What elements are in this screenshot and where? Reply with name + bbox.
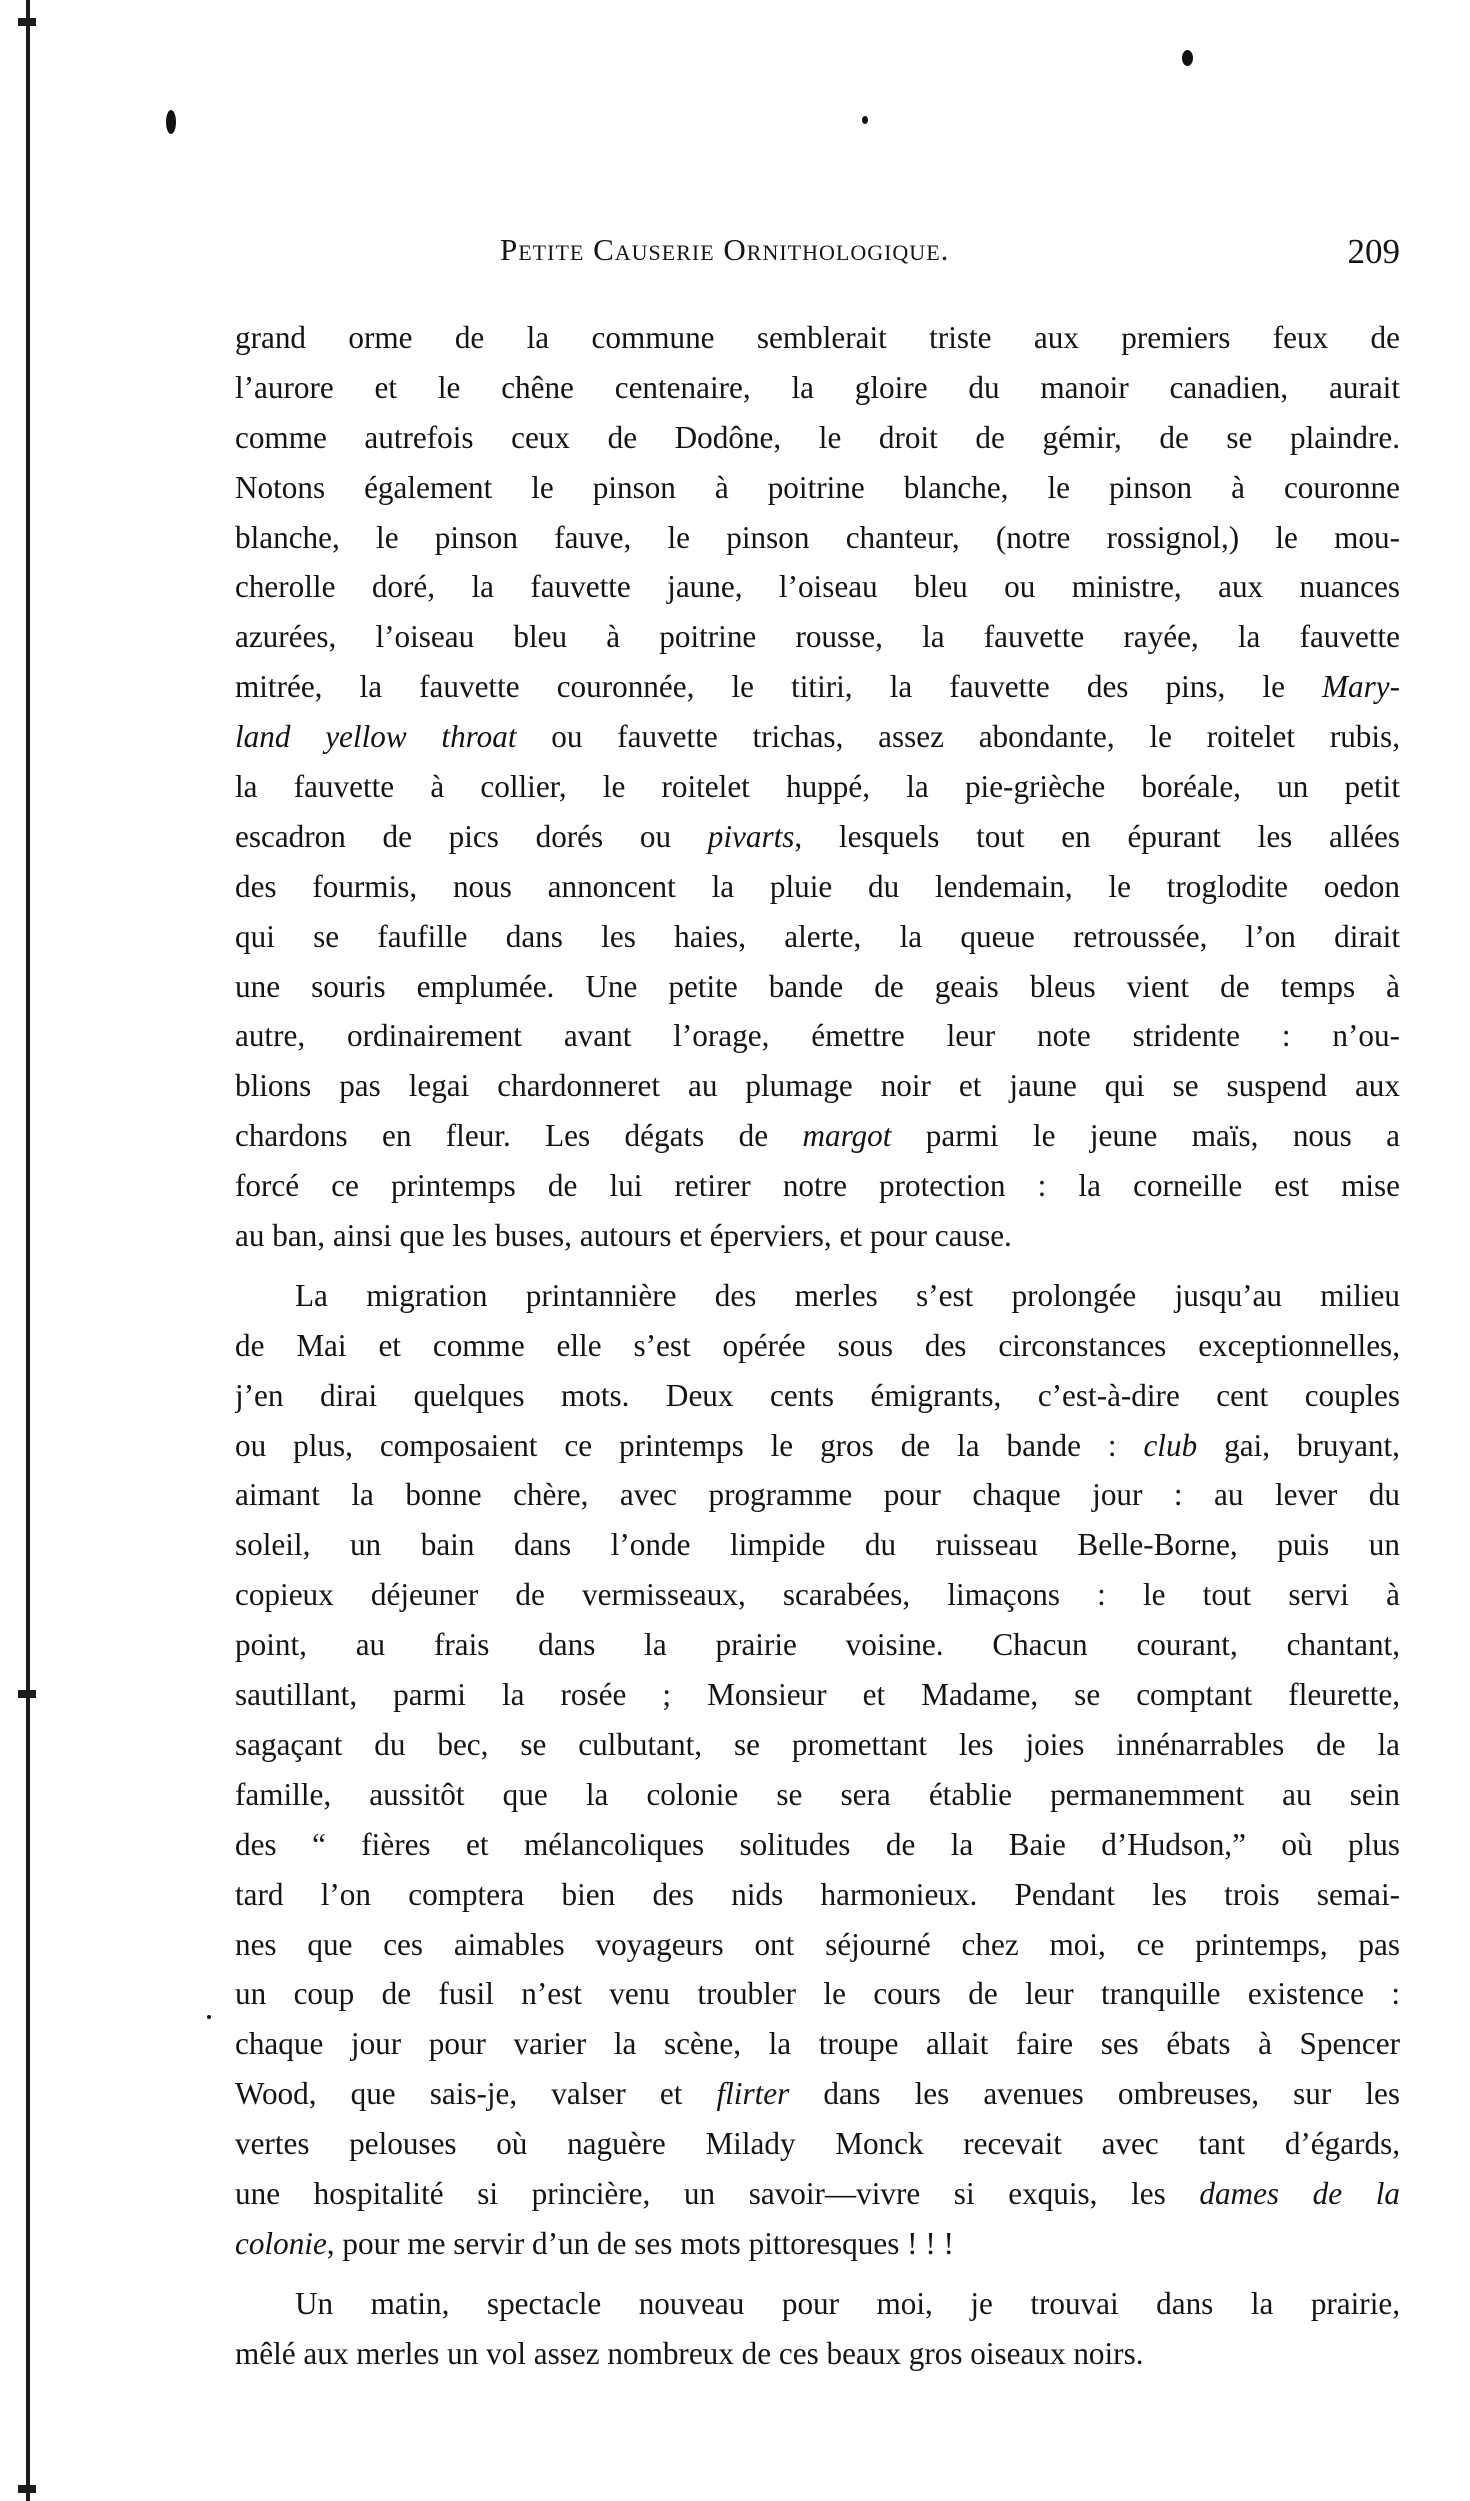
text-line: cherolle doré, la fauvette jaune, l’oiseau bleu ou ministre, aux nuances xyxy=(235,569,1400,605)
text-line: qui se faufille dans les haies, alerte, la queue retroussée, l’on dirait xyxy=(235,918,1400,954)
text-line: blanche, le pinson fauve, le pinson chanteur, (notre rossignol,) le mou- xyxy=(235,519,1400,555)
ink-speck xyxy=(1182,50,1193,66)
text-line: escadron de pics dorés ou pivarts, lesquels tout en épurant les allées xyxy=(235,818,1400,854)
text-line: La migration printannière des merles s’est prolongée jusqu’au milieu xyxy=(295,1277,1400,1313)
page-edge-mark xyxy=(18,1690,36,1698)
ink-speck xyxy=(166,110,176,134)
text-line: autre, ordinairement avant l’orage, émettre leur note stridente : n’ou- xyxy=(235,1018,1400,1054)
text-line: des “ fières et mélancoliques solitudes de la Baie d’Hudson,” où plus xyxy=(235,1826,1400,1862)
text-line: chardons en fleur. Les dégats de margot parmi le jeune maïs, nous a xyxy=(235,1118,1400,1154)
text-line: mitrée, la fauvette couronnée, le titiri, la fauvette des pins, le Mary- xyxy=(235,669,1400,705)
body-text xyxy=(235,313,1400,2379)
page-number: 209 xyxy=(1347,232,1400,271)
text-line: Un matin, spectacle nouveau pour moi, je trouvai dans la prairie, xyxy=(295,2285,1400,2321)
text-line: Notons également le pinson à poitrine blanche, le pinson à couronne xyxy=(235,469,1400,505)
text-line: tard l’on comptera bien des nids harmonieux. Pendant les trois semai- xyxy=(235,1876,1400,1912)
text-line: colonie, pour me servir d’un de ses mots pittoresques ! ! ! xyxy=(235,2225,954,2261)
running-header xyxy=(235,232,1400,282)
text-line: mêlé aux merles un vol assez nombreux de ces beaux gros oiseaux noirs. xyxy=(235,2335,1144,2371)
text-line: Wood, que sais-je, valser et flirter dans les avenues ombreuses, sur les xyxy=(235,2076,1400,2112)
page-edge-mark xyxy=(18,2485,36,2493)
text-line: sautillant, parmi la rosée ; Monsieur et Madame, se comptant fleurette, xyxy=(235,1677,1400,1713)
text-line: la fauvette à collier, le roitelet huppé, la pie-grièche boréale, un petit xyxy=(235,769,1400,805)
text-line: une souris emplumée. Une petite bande de geais bleus vient de temps à xyxy=(235,968,1400,1004)
text-line: nes que ces aimables voyageurs ont séjourné chez moi, ce printemps, pas xyxy=(235,1926,1400,1962)
ink-speck xyxy=(207,2015,211,2019)
text-line: un coup de fusil n’est venu troubler le cours de leur tranquille existence : xyxy=(235,1976,1400,2012)
text-line: vertes pelouses où naguère Milady Monck recevait avec tant d’égards, xyxy=(235,2126,1400,2162)
text-line: comme autrefois ceux de Dodône, le droit de gémir, de se plaindre. xyxy=(235,419,1400,455)
text-line: grand orme de la commune semblerait triste aux premiers feux de xyxy=(235,320,1400,355)
text-line: de Mai et comme elle s’est opérée sous des circonstances exceptionnelles, xyxy=(235,1327,1400,1363)
text-line: ou plus, composaient ce printemps le gros de la bande : club gai, bruyant, xyxy=(235,1427,1400,1463)
running-title: Petite Causerie Ornithologique. xyxy=(500,232,950,267)
page-edge-shadow xyxy=(26,0,30,2501)
text-line: famille, aussitôt que la colonie se sera établie permanemment au sein xyxy=(235,1776,1400,1812)
text-line: azurées, l’oiseau bleu à poitrine rousse, la fauvette rayée, la fauvette xyxy=(235,619,1400,655)
text-line: forcé ce printemps de lui retirer notre protection : la corneille est mise xyxy=(235,1168,1400,1204)
text-line: l’aurore et le chêne centenaire, la gloire du manoir canadien, aurait xyxy=(235,369,1400,405)
text-line: blions pas legai chardonneret au plumage noir et jaune qui se suspend aux xyxy=(235,1068,1400,1104)
text-line: aimant la bonne chère, avec programme pour chaque jour : au lever du xyxy=(235,1477,1400,1513)
text-line: copieux déjeuner de vermisseaux, scarabées, limaçons : le tout servi à xyxy=(235,1577,1400,1613)
text-line: land yellow throat ou fauvette trichas, assez abondante, le roitelet rubis, xyxy=(235,719,1400,755)
text-line: au ban, ainsi que les buses, autours et éperviers, et pour cause. xyxy=(235,1218,1012,1254)
text-line: j’en dirai quelques mots. Deux cents émigrants, c’est-à-dire cent couples xyxy=(235,1377,1400,1413)
page-edge-mark xyxy=(18,18,36,26)
ink-speck xyxy=(862,116,868,124)
text-line: point, au frais dans la prairie voisine. Chacun courant, chantant, xyxy=(235,1627,1400,1663)
text-line: sagaçant du bec, se culbutant, se promettant les joies innénarrables de la xyxy=(235,1726,1400,1762)
text-line: chaque jour pour varier la scène, la troupe allait faire ses ébats à Spencer xyxy=(235,2026,1400,2062)
text-line: soleil, un bain dans l’onde limpide du ruisseau Belle-Borne, puis un xyxy=(235,1527,1400,1563)
text-line: une hospitalité si princière, un savoir—vivre si exquis, les dames de la xyxy=(235,2175,1400,2211)
text-line: des fourmis, nous annoncent la pluie du lendemain, le troglodite oedon xyxy=(235,868,1400,904)
